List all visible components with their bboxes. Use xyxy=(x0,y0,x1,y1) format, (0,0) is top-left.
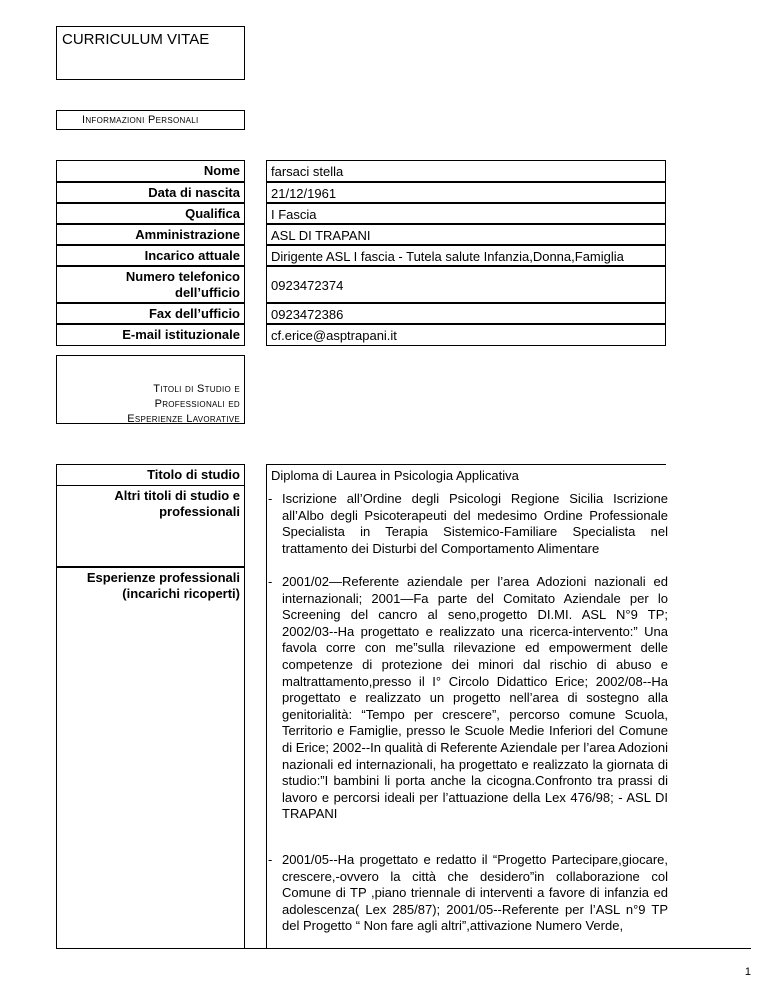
dash-bullet: - xyxy=(268,491,273,506)
telefono-value: 0923472374 xyxy=(266,266,666,303)
section-personal-heading: Informazioni Personali xyxy=(82,114,199,126)
titolo-label: Titolo di studio xyxy=(56,464,245,485)
altri-label xyxy=(56,485,245,567)
nascita-value: 21/12/1961 xyxy=(266,182,666,203)
esperienze-item-1 xyxy=(268,574,668,823)
esperienze-label xyxy=(56,567,245,994)
section-education-line2: Professionali ed xyxy=(154,398,240,410)
section-personal-box xyxy=(56,110,245,130)
altri-label-line1: Altri titoli di studio e xyxy=(114,488,240,503)
altri-text: Iscrizione all’Ordine degli Psicologi Regione Sicilia Iscrizione all’Albo degli Psicoterapeuti del medesimo Ordine Professionale Specialista in Terapia Sistemico-Familiare Specialista nel trattamento dei Disturbi del Comportamento Alimentare xyxy=(282,491,668,556)
incarico-label: Incarico attuale xyxy=(56,245,245,266)
altri-item xyxy=(268,491,668,557)
section-education-heading xyxy=(127,382,240,427)
footer-rule xyxy=(56,948,751,995)
esperienze-item-2 xyxy=(268,852,668,935)
amministrazione-value: ASL DI TRAPANI xyxy=(266,224,666,245)
education-column-border xyxy=(266,464,267,994)
section-education-line3: Esperienze Lavorative xyxy=(127,413,240,425)
section-education-box xyxy=(56,355,245,424)
qualifica-label: Qualifica xyxy=(56,203,245,224)
esperienze-text-2: 2001/05--Ha progettato e redatto il “Progetto Partecipare,giocare, crescere,-ovvero la città che desidero”in collaborazione col Comune di TP ,piano triennale di interventi a favore di infanzia ed adolescenza( Lex 285/87); 2001/05--Referente per l’ASL n°9 TP del Progetto “ Non fare agli altri”,attivazione Numero Verde, xyxy=(282,852,668,934)
esperienze-label-line2: (incarichi ricoperti) xyxy=(122,586,240,601)
nome-value: farsaci stella xyxy=(266,160,666,182)
incarico-value: Dirigente ASL I fascia - Tutela salute Infanzia,Donna,Famiglia xyxy=(266,245,666,266)
cv-title-box xyxy=(56,26,245,80)
section-education-line1: Titoli di Studio e xyxy=(153,383,240,395)
page-number: 1 xyxy=(744,966,751,978)
qualifica-value: I Fascia xyxy=(266,203,666,224)
telefono-label xyxy=(56,266,245,303)
amministrazione-label: Amministrazione xyxy=(56,224,245,245)
fax-label: Fax dell’ufficio xyxy=(56,303,245,324)
dash-bullet: - xyxy=(268,574,273,589)
dash-bullet: - xyxy=(268,852,273,867)
fax-value: 0923472386 xyxy=(266,303,666,324)
titolo-value: Diploma di Laurea in Psicologia Applicativa xyxy=(266,464,666,485)
email-value: cf.erice@asptrapani.it xyxy=(266,324,666,346)
page-title: CURRICULUM VITAE xyxy=(62,31,210,48)
nascita-label: Data di nascita xyxy=(56,182,245,203)
esperienze-label-line1: Esperienze professionali xyxy=(86,570,240,585)
altri-label-line2: professionali xyxy=(159,504,240,519)
nome-label: Nome xyxy=(56,160,245,182)
esperienze-text-1: 2001/02—Referente aziendale per l’area Adozioni nazionali ed internazionali; 2001—Fa parte del Comitato Aziendale per lo Screening del cancro al seno,progetto DI.MI. ASL N°9 TP; 2002/03--Ha progettato e realizzato una ricerca-intervento:” Una favola corre con me”sulla rilevazione ed empowerment delle competenze di protezione dei minori dal rischio di abuso e maltrattamento,presso il I° Circolo Didattico Erice; 2002/08--Ha progettato e realizzato un progetto nell’area di sostegno alla genitorialità: “Tempo per crescere”, percorso comune Scuola, Territorio e Famiglie, presso le Scuole Medie Inferiori del Comune di Erice; 2002--In qualità di Referente Aziendale per l’area Adozioni nazionali ed internazionali, ha progettato e realizzato la giornata di studio:”I bambini li porta anche la cicogna.Confronto tra prassi di lavoro e percorsi ideali per l’attuazione della Lex 476/98; - ASL DI TRAPANI xyxy=(282,574,668,822)
telefono-label-line2: dell’ufficio xyxy=(175,285,240,300)
email-label: E-mail istituzionale xyxy=(56,324,245,346)
telefono-label-line1: Numero telefonico xyxy=(125,269,240,284)
